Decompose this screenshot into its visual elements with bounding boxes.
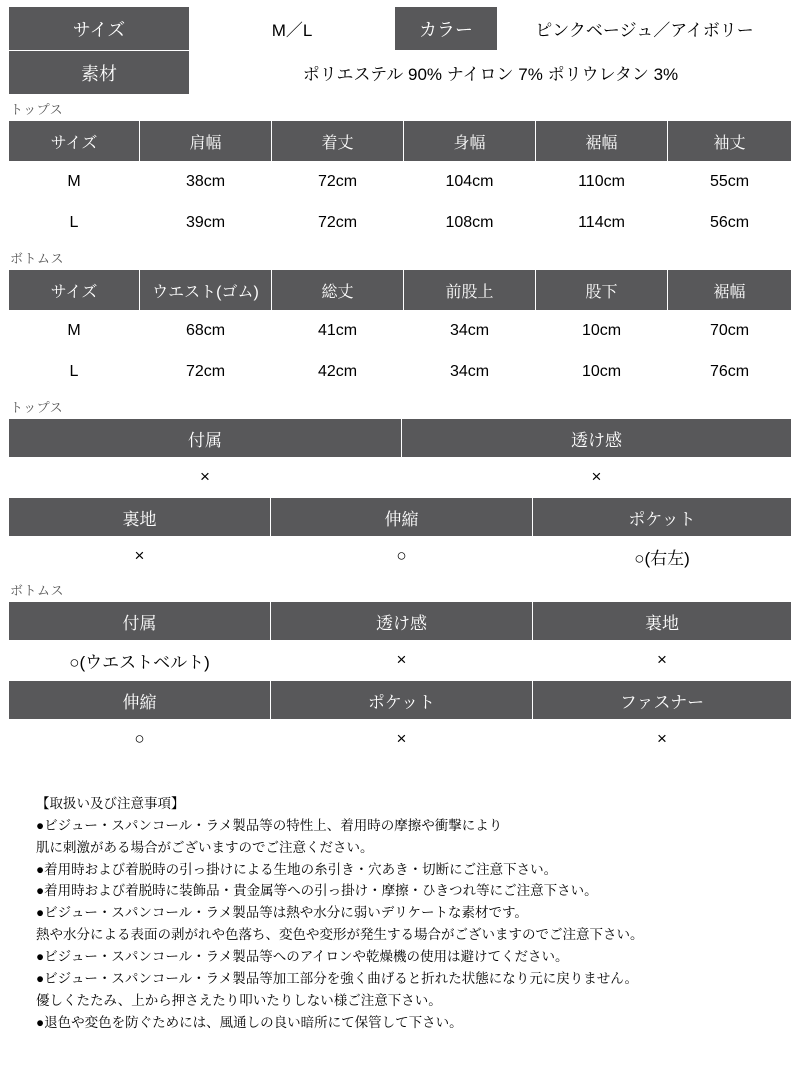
table-row: [9, 537, 792, 576]
table-cell: ○: [271, 537, 533, 576]
spec-summary-table: [8, 6, 792, 95]
care-notes: [36, 793, 792, 1033]
table-cell: ○(右左): [533, 537, 792, 576]
table-cell: ○(ウエストベルト): [9, 641, 271, 680]
table-row: [9, 7, 792, 51]
bottoms-size-table: [8, 269, 792, 393]
spec-size-header: サイズ: [9, 7, 190, 51]
spec-color-header: カラー: [395, 7, 498, 51]
bottoms-attribute-table-2: [8, 680, 792, 759]
table-row: [9, 162, 792, 203]
table-header-row: [9, 121, 792, 162]
table-row: [9, 352, 792, 393]
column-header: 透け感: [271, 602, 533, 641]
table-cell: 56cm: [668, 203, 792, 244]
column-header: 付属: [9, 419, 402, 458]
table-cell: 34cm: [404, 311, 536, 352]
column-header: 付属: [9, 602, 271, 641]
table-cell: ×: [402, 458, 792, 497]
notes-line: ●着用時および着脱時の引っ掛けによる生地の糸引き・穴あき・切断にご注意下さい。: [36, 861, 558, 877]
column-header: 伸縮: [9, 681, 271, 720]
table-cell: ○: [9, 720, 271, 759]
column-header: 透け感: [402, 419, 792, 458]
table-cell: 34cm: [404, 352, 536, 393]
notes-line: ●ビジュー・スパンコール・ラメ製品等の特性上、着用時の摩擦や衝撃により: [36, 817, 503, 833]
column-header: 袖丈: [668, 121, 792, 162]
column-header: サイズ: [9, 270, 140, 311]
column-header: 伸縮: [271, 498, 533, 537]
table-cell: 68cm: [140, 311, 272, 352]
table-cell: ×: [9, 537, 271, 576]
spec-material-header: 素材: [9, 51, 190, 95]
table-cell: ×: [9, 458, 402, 497]
table-header-row: [9, 681, 792, 720]
tops-size-label: トップス: [10, 102, 64, 117]
table-cell: M: [9, 311, 140, 352]
notes-line: 肌に刺激がある場合がございますのでご注意ください。: [36, 839, 374, 855]
spec-material-value: ポリエステル 90% ナイロン 7% ポリウレタン 3%: [190, 51, 792, 95]
table-header-row: [9, 419, 792, 458]
column-header: 着丈: [272, 121, 404, 162]
spec-size-value: M／L: [190, 7, 395, 51]
column-header: ファスナー: [533, 681, 792, 720]
column-header: 股下: [536, 270, 668, 311]
table-header-row: [9, 270, 792, 311]
notes-line: ●着用時および着脱時に装飾品・貴金属等への引っ掛け・摩擦・ひきつれ等にご注意下さい。: [36, 883, 598, 899]
notes-line: ●ビジュー・スパンコール・ラメ製品等へのアイロンや乾燥機の使用は避けてください。: [36, 949, 569, 965]
table-cell: 42cm: [272, 352, 404, 393]
table-cell: ×: [271, 641, 533, 680]
tops-size-table: [8, 120, 792, 244]
table-cell: 39cm: [140, 203, 272, 244]
table-cell: 70cm: [668, 311, 792, 352]
table-cell: 10cm: [536, 311, 668, 352]
spec-color-value: ピンクベージュ／アイボリー: [498, 7, 792, 51]
table-row: [9, 641, 792, 680]
bottoms-size-label: ボトムス: [10, 251, 65, 266]
notes-line: 優しくたたみ、上から押さえたり叩いたりしない様ご注意下さい。: [36, 992, 442, 1008]
column-header: 肩幅: [140, 121, 272, 162]
table-cell: 108cm: [404, 203, 536, 244]
column-header: 裾幅: [668, 270, 792, 311]
table-cell: 104cm: [404, 162, 536, 203]
notes-line: ●退色や変色を防ぐためには、風通しの良い暗所にて保管して下さい。: [36, 1014, 463, 1030]
table-cell: L: [9, 203, 140, 244]
bottoms-attribute-table: [8, 601, 792, 680]
table-row: [9, 720, 792, 759]
column-header: 裏地: [9, 498, 271, 537]
table-cell: 76cm: [668, 352, 792, 393]
table-row: [9, 311, 792, 352]
column-header: 総丈: [272, 270, 404, 311]
table-row: [9, 458, 792, 497]
table-row: [9, 203, 792, 244]
table-cell: 72cm: [272, 162, 404, 203]
column-header: ウエスト(ゴム): [140, 270, 272, 311]
table-cell: L: [9, 352, 140, 393]
table-cell: M: [9, 162, 140, 203]
table-cell: 110cm: [536, 162, 668, 203]
bottoms-attr-label: ボトムス: [10, 583, 65, 598]
table-cell: 38cm: [140, 162, 272, 203]
column-header: サイズ: [9, 121, 140, 162]
table-header-row: [9, 602, 792, 641]
table-cell: ×: [533, 641, 792, 680]
table-row: [9, 51, 792, 95]
column-header: 身幅: [404, 121, 536, 162]
tops-attribute-table-2: [8, 497, 792, 576]
notes-line: ●ビジュー・スパンコール・ラメ製品等は熱や水分に弱いデリケートな素材です。: [36, 905, 528, 921]
column-header: 裾幅: [536, 121, 668, 162]
table-cell: 114cm: [536, 203, 668, 244]
notes-title: 【取扱い及び注意事項】: [36, 796, 185, 811]
tops-attr-label: トップス: [10, 400, 64, 415]
table-cell: 41cm: [272, 311, 404, 352]
table-cell: 72cm: [272, 203, 404, 244]
column-header: 前股上: [404, 270, 536, 311]
table-cell: 10cm: [536, 352, 668, 393]
table-cell: ×: [533, 720, 792, 759]
tops-attribute-table: [8, 418, 792, 497]
column-header: 裏地: [533, 602, 792, 641]
column-header: ポケット: [271, 681, 533, 720]
notes-line: ●ビジュー・スパンコール・ラメ製品等加工部分を強く曲げると折れた状態になり元に戻りません。: [36, 970, 639, 986]
notes-line: 熱や水分による表面の剥がれや色落ち、変色や変形が発生する場合がございますのでご注意下さい。: [36, 927, 644, 943]
table-header-row: [9, 498, 792, 537]
table-cell: 55cm: [668, 162, 792, 203]
table-cell: 72cm: [140, 352, 272, 393]
table-cell: ×: [271, 720, 533, 759]
column-header: ポケット: [533, 498, 792, 537]
